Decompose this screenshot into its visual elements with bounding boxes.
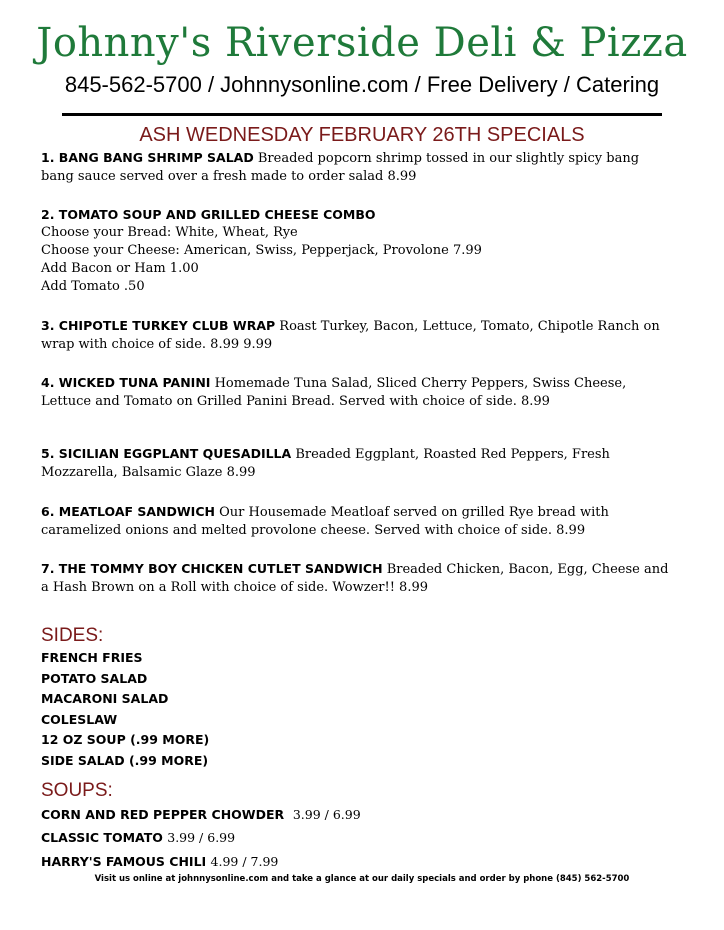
soup-price: 3.99 / 6.99 [167, 830, 236, 845]
side-item: COLESLAW [41, 712, 118, 727]
special-description: Breaded Chicken, Bacon, Egg, Cheese and a Hash Brown on a Roll with choice of side. Wowzer!! 8.99 [41, 562, 669, 595]
special-item-1 [41, 149, 671, 186]
special-option-line: Choose your Cheese: American, Swiss, Pepperjack, Provolone 7.99 [41, 243, 482, 258]
contact-line: 845-562-5700 / Johnnysonline.com / Free Delivery / Catering [64, 72, 660, 97]
special-description: Homemade Tuna Salad, Sliced Cherry Peppers, Swiss Cheese, Lettuce and Tomato on Grilled Panini Bread. Served with choice of side. 8.99 [41, 376, 627, 409]
special-option-line: Choose your Bread: White, Wheat, Rye [41, 225, 298, 240]
side-item: POTATO SALAD [41, 671, 148, 686]
header-divider [62, 113, 662, 116]
special-name: 1. BANG BANG SHRIMP SALAD [41, 150, 254, 165]
special-item-4 [41, 374, 671, 411]
special-item-2 [41, 206, 671, 296]
side-item: FRENCH FRIES [41, 650, 143, 665]
soup-name: CORN AND RED PEPPER CHOWDER [41, 807, 285, 822]
special-item-3 [41, 317, 671, 354]
special-item-7 [41, 560, 671, 597]
special-option-line: Add Tomato .50 [41, 279, 145, 294]
special-name: 4. WICKED TUNA PANINI [41, 375, 211, 390]
special-item-5 [41, 445, 671, 482]
soup-item [41, 807, 361, 822]
soup-item [41, 830, 235, 845]
soups-heading: SOUPS: [41, 780, 113, 801]
soup-name: HARRY'S FAMOUS CHILI [41, 854, 207, 869]
soup-price: 3.99 / 6.99 [292, 807, 361, 822]
side-item: 12 OZ SOUP (.99 MORE) [41, 732, 210, 747]
sides-heading: SIDES: [41, 625, 104, 646]
special-name: 7. THE TOMMY BOY CHICKEN CUTLET SANDWICH [41, 561, 383, 576]
special-name: 3. CHIPOTLE TURKEY CLUB WRAP [41, 318, 276, 333]
special-description: Breaded popcorn shrimp tossed in our slightly spicy bang bang sauce served over a fresh made to order salad 8.99 [41, 151, 640, 184]
side-item: SIDE SALAD (.99 MORE) [41, 753, 209, 768]
special-name: 2. TOMATO SOUP AND GRILLED CHEESE COMBO [41, 207, 376, 222]
restaurant-title: Johnny's Riverside Deli & Pizza [36, 20, 688, 66]
side-item: MACARONI SALAD [41, 691, 169, 706]
soup-price: 4.99 / 7.99 [210, 854, 279, 869]
soup-item [41, 854, 278, 869]
special-description: Our Housemade Meatloaf served on grilled Rye bread with caramelized onions and melted provolone cheese. Served with choice of side. 8.99 [41, 505, 609, 538]
special-name: 6. MEATLOAF SANDWICH [41, 504, 215, 519]
special-name: 5. SICILIAN EGGPLANT QUESADILLA [41, 446, 292, 461]
special-option-line: Add Bacon or Ham 1.00 [41, 261, 199, 276]
soup-name: CLASSIC TOMATO [41, 830, 163, 845]
special-description: Roast Turkey, Bacon, Lettuce, Tomato, Chipotle Ranch on wrap with choice of side. 8.99 9.99 [41, 319, 660, 352]
special-item-6 [41, 503, 671, 540]
specials-heading: ASH WEDNESDAY FEBRUARY 26TH SPECIALS [139, 124, 585, 146]
footer-note: Visit us online at johnnysonline.com and take a glance at our daily specials and order by phone (845) 562-5700 [94, 874, 630, 884]
special-description: Breaded Eggplant, Roasted Red Peppers, Fresh Mozzarella, Balsamic Glaze 8.99 [41, 447, 610, 480]
